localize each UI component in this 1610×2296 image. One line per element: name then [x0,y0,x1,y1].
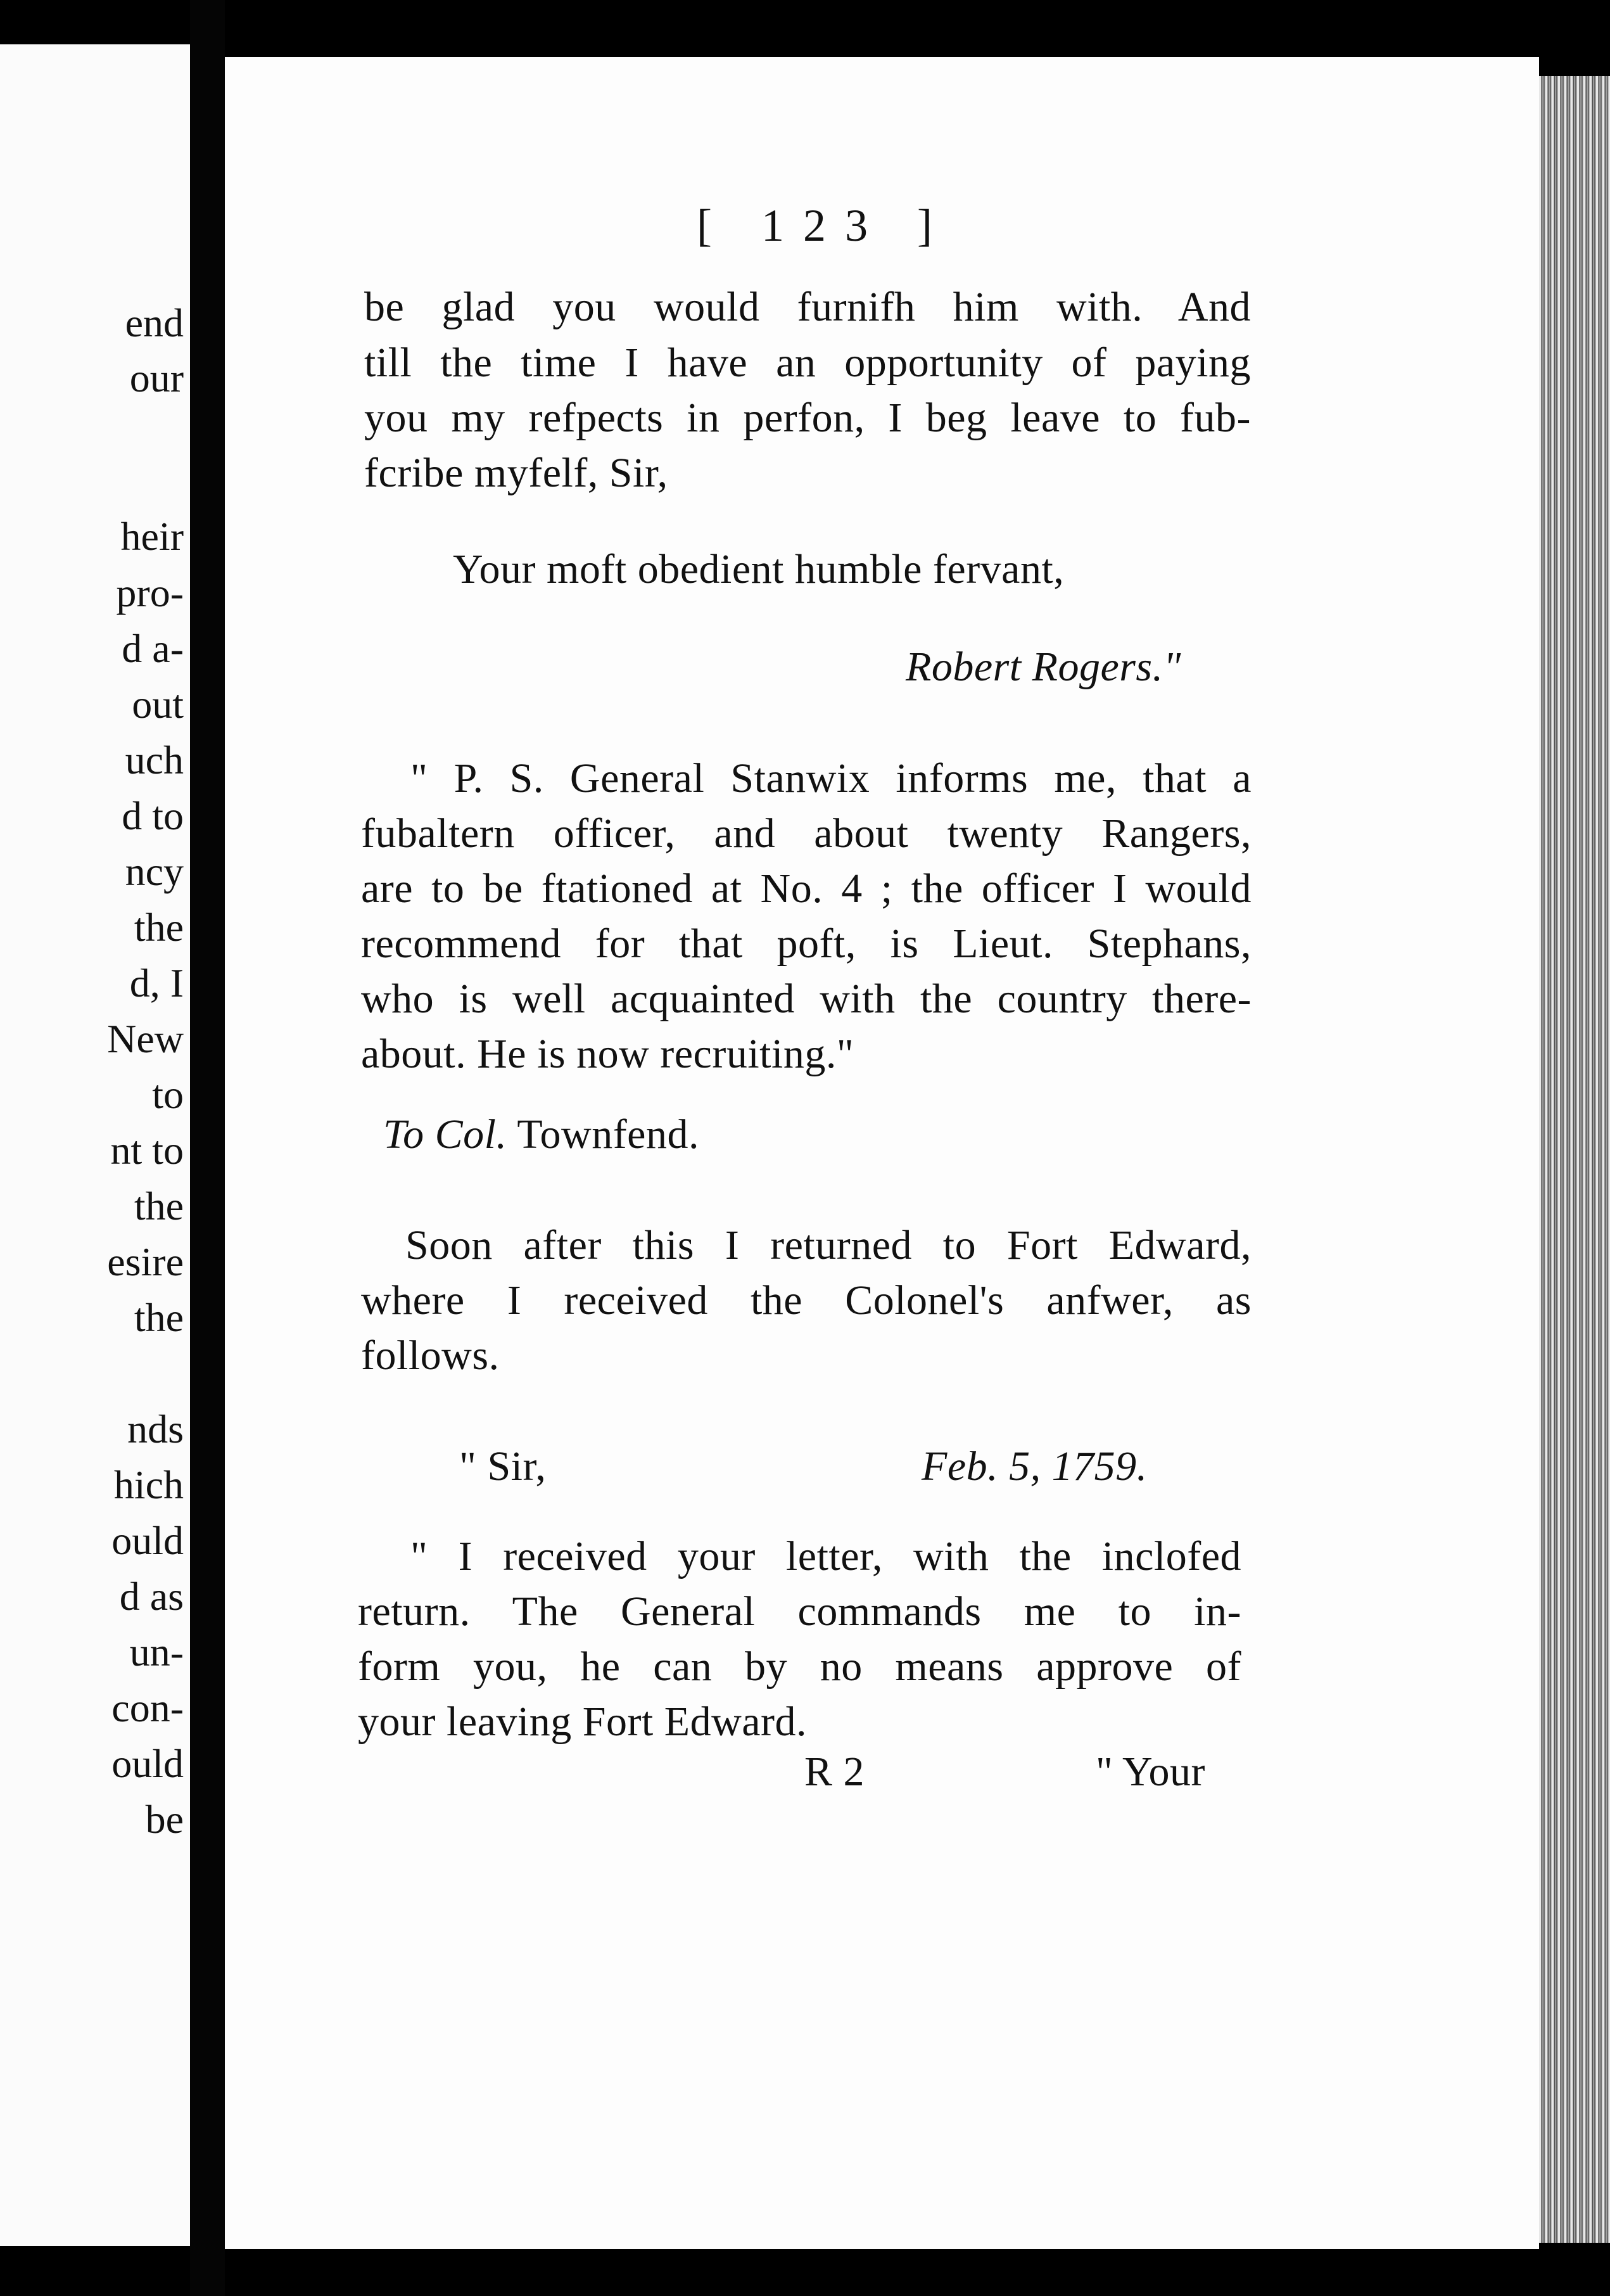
left-fragment: to [152,1072,184,1117]
narrative-line: where I received the Colonel's anfwer, as [361,1277,1252,1323]
letter-line: " I received your letter, with the inclofed [410,1533,1241,1579]
left-fragment: nt to [110,1128,184,1173]
left-fragment: d, I [129,960,184,1005]
text-line: you my refpects in perfon, I beg leave to fub- [364,395,1251,441]
text-line: be glad you would furnifh him with. And [364,284,1251,330]
left-fragment: the [134,1183,184,1228]
catchword: " Your [1096,1749,1206,1795]
previous-page-fragment [0,44,190,2246]
letter-line: return. The General commands me to in- [358,1588,1241,1635]
narrative-line: follows. [361,1332,500,1379]
left-fragment: the [134,905,184,950]
addressee [383,1111,699,1158]
postscript-line: about. He is now recruiting." [361,1031,854,1077]
signature: Robert Rogers." [906,644,1181,690]
postscript-line: are to be ftationed at No. 4 ; the officer I would [361,865,1252,912]
left-fragment: nds [127,1406,184,1451]
left-fragment: ould [111,1741,184,1786]
book-gutter [190,0,225,2296]
left-fragment: ncy [125,849,184,894]
left-fragment: d as [119,1574,184,1619]
postscript-line: who is well acquainted with the country there- [361,976,1252,1022]
left-fragment: d to [122,793,184,838]
postscript-line: recommend for that poft, is Lieut. Stephans, [361,921,1252,967]
left-fragment: uch [125,737,184,782]
page-number: [ 123 ] [697,200,951,251]
letter-line: form you, he can by no means approve of [358,1643,1241,1690]
left-fragment: esire [107,1239,184,1284]
left-fragment: con- [111,1685,184,1730]
left-fragment: end [125,300,184,345]
left-fragment: heir [120,514,184,559]
left-fragment: ould [111,1518,184,1563]
left-fragment: the [134,1295,184,1340]
narrative-line: Soon after this I returned to Fort Edward, [405,1222,1252,1268]
signature-mark: R 2 [804,1749,865,1795]
postscript-line: " P. S. General Stanwix informs me, that a [410,755,1252,801]
postscript-line: fubaltern officer, and about twenty Rangers, [361,810,1252,857]
letter-date: Feb. 5, 1759. [922,1443,1148,1489]
left-fragment: pro- [116,570,184,615]
text-line: till the time I have an opportunity of paying [364,340,1251,386]
page-fore-edge [1539,76,1610,2243]
addressee-name: Townfend. [517,1111,699,1158]
left-fragment: New [107,1016,184,1061]
addressee-prefix: To Col. [383,1111,507,1158]
left-fragment: be [145,1797,184,1842]
left-fragment: our [129,355,184,400]
letter-line: your leaving Fort Edward. [358,1699,808,1745]
left-fragment: hich [113,1462,184,1507]
left-fragment: un- [129,1630,184,1674]
left-fragment: d a- [122,626,184,671]
salutation: " Sir, [459,1443,547,1489]
closing-line: Your moft obedient humble fervant, [453,546,1065,592]
left-fragment: out [132,682,184,727]
text-line: fcribe myfelf, Sir, [364,450,668,496]
